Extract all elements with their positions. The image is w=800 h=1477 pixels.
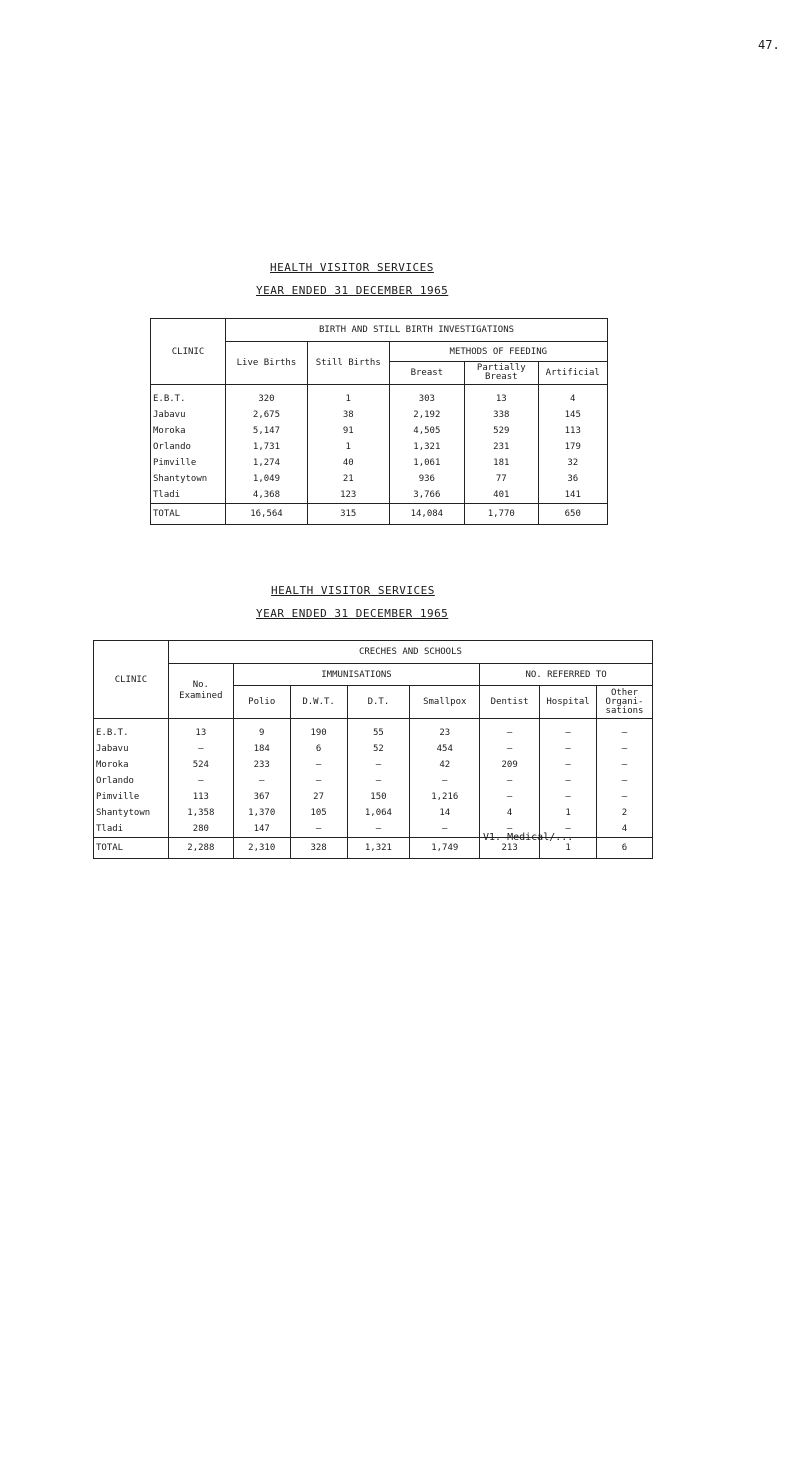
cell-partially-breast: 401 [465,487,538,504]
header-birth-investigations: BIRTH AND STILL BIRTH INVESTIGATIONS [226,319,608,342]
header-other-organisations: Other Organi- sations [597,686,653,719]
cell-smallpox: 23 [410,719,480,742]
cell-still-births: 1 [307,385,389,408]
cell-artificial: 32 [538,455,607,471]
header-hospital: Hospital [540,686,597,719]
cell-breast: 303 [389,385,464,408]
total-row [151,504,608,525]
header-methods-of-feeding: METHODS OF FEEDING [389,342,607,362]
cell-dwt: 27 [290,789,347,805]
header-immunisations: IMMUNISATIONS [233,664,479,686]
cell-artificial: 145 [538,407,607,423]
table-row [94,719,653,742]
table-row [151,407,608,423]
cell-hospital: – [540,821,597,838]
cell-clinic: E.B.T. [94,719,169,742]
cell-clinic: Moroka [151,423,226,439]
cell-smallpox: 1,216 [410,789,480,805]
cell-polio: 233 [233,757,290,773]
header-polio: Polio [233,686,290,719]
total-polio: 2,310 [233,838,290,859]
cell-other: – [597,719,653,742]
cell-still-births: 40 [307,455,389,471]
cell-hospital: – [540,773,597,789]
cell-live-births: 1,049 [226,471,308,487]
cell-live-births: 5,147 [226,423,308,439]
total-other: 6 [597,838,653,859]
total-dt: 1,321 [347,838,410,859]
cell-partially-breast: 181 [465,455,538,471]
cell-smallpox: – [410,773,480,789]
cell-live-births: 2,675 [226,407,308,423]
header-referred-to: NO. REFERRED TO [480,664,653,686]
cell-other: 4 [597,821,653,838]
header-dentist: Dentist [480,686,540,719]
cell-partially-breast: 77 [465,471,538,487]
total-label: TOTAL [94,838,169,859]
table-row [94,773,653,789]
cell-breast: 1,321 [389,439,464,455]
cell-dentist: 209 [480,757,540,773]
page-number: 47. [758,38,780,52]
cell-artificial: 179 [538,439,607,455]
cell-examined: – [168,741,233,757]
cell-smallpox: – [410,821,480,838]
header-dt: D.T. [347,686,410,719]
cell-smallpox: 454 [410,741,480,757]
total-breast: 14,084 [389,504,464,525]
cell-examined: 113 [168,789,233,805]
table1-title: HEALTH VISITOR SERVICES [270,261,434,274]
header-clinic: CLINIC [151,319,226,385]
cell-breast: 3,766 [389,487,464,504]
cell-clinic: Jabavu [94,741,169,757]
cell-other: – [597,773,653,789]
cell-dt: 150 [347,789,410,805]
header-smallpox: Smallpox [410,686,480,719]
footer-continuation: V1. Medical/... [483,832,574,843]
cell-partially-breast: 529 [465,423,538,439]
cell-dwt: 105 [290,805,347,821]
header-artificial: Artificial [538,362,607,385]
header-no-examined: No. Examined [168,664,233,719]
cell-partially-breast: 13 [465,385,538,408]
cell-clinic: Tladi [151,487,226,504]
cell-other: 2 [597,805,653,821]
cell-dentist: – [480,789,540,805]
cell-clinic: Tladi [94,821,169,838]
header-live-births: Live Births [226,342,308,385]
cell-polio: 1,370 [233,805,290,821]
cell-breast: 936 [389,471,464,487]
cell-dt: – [347,821,410,838]
total-dentist: 213 [480,838,540,859]
cell-dentist: 4 [480,805,540,821]
cell-clinic: Orlando [151,439,226,455]
cell-dt: 52 [347,741,410,757]
cell-dt: – [347,757,410,773]
cell-still-births: 123 [307,487,389,504]
cell-dentist: – [480,719,540,742]
cell-dwt: – [290,757,347,773]
cell-breast: 4,505 [389,423,464,439]
cell-other: – [597,757,653,773]
cell-hospital: – [540,719,597,742]
cell-live-births: 320 [226,385,308,408]
table-row [151,455,608,471]
cell-examined: 1,358 [168,805,233,821]
total-live-births: 16,564 [226,504,308,525]
cell-dwt: – [290,773,347,789]
table-row [151,471,608,487]
cell-clinic: Jabavu [151,407,226,423]
cell-clinic: E.B.T. [151,385,226,408]
cell-polio: 9 [233,719,290,742]
table-row [151,385,608,408]
cell-clinic: Orlando [94,773,169,789]
cell-live-births: 1,731 [226,439,308,455]
cell-polio: – [233,773,290,789]
cell-breast: 2,192 [389,407,464,423]
cell-hospital: – [540,789,597,805]
cell-smallpox: 42 [410,757,480,773]
cell-still-births: 1 [307,439,389,455]
header-partially-breast: Partially Breast [465,362,538,385]
header-creches-schools: CRECHES AND SCHOOLS [168,641,652,664]
cell-clinic: Pimville [151,455,226,471]
cell-examined: 13 [168,719,233,742]
cell-hospital: – [540,741,597,757]
cell-hospital: – [540,757,597,773]
cell-examined: 524 [168,757,233,773]
table1-subtitle: YEAR ENDED 31 DECEMBER 1965 [256,284,449,297]
table-row [94,805,653,821]
total-examined: 2,288 [168,838,233,859]
cell-artificial: 113 [538,423,607,439]
cell-live-births: 4,368 [226,487,308,504]
cell-dentist: – [480,773,540,789]
cell-dt: 55 [347,719,410,742]
cell-dentist: – [480,821,540,838]
header-dwt: D.W.T. [290,686,347,719]
cell-dwt: 190 [290,719,347,742]
header-still-births: Still Births [307,342,389,385]
cell-partially-breast: 338 [465,407,538,423]
cell-partially-breast: 231 [465,439,538,455]
cell-clinic: Shantytown [94,805,169,821]
cell-still-births: 91 [307,423,389,439]
table-row [94,789,653,805]
cell-hospital: 1 [540,805,597,821]
cell-still-births: 21 [307,471,389,487]
table-row [94,757,653,773]
table-row [94,741,653,757]
total-dwt: 328 [290,838,347,859]
cell-clinic: Shantytown [151,471,226,487]
table2-subtitle: YEAR ENDED 31 DECEMBER 1965 [256,607,449,620]
cell-other: – [597,789,653,805]
cell-polio: 184 [233,741,290,757]
table-row [151,423,608,439]
cell-artificial: 4 [538,385,607,408]
cell-clinic: Moroka [94,757,169,773]
cell-artificial: 141 [538,487,607,504]
cell-still-births: 38 [307,407,389,423]
table-row [151,487,608,504]
cell-dwt: – [290,821,347,838]
creches-schools-table [93,640,653,859]
cell-dt: 1,064 [347,805,410,821]
cell-other: – [597,741,653,757]
cell-dwt: 6 [290,741,347,757]
cell-examined: 280 [168,821,233,838]
cell-artificial: 36 [538,471,607,487]
cell-dentist: – [480,741,540,757]
total-smallpox: 1,749 [410,838,480,859]
total-hospital: 1 [540,838,597,859]
cell-clinic: Pimville [94,789,169,805]
header-breast: Breast [389,362,464,385]
cell-live-births: 1,274 [226,455,308,471]
cell-dt: – [347,773,410,789]
cell-examined: – [168,773,233,789]
cell-smallpox: 14 [410,805,480,821]
table-row [151,439,608,455]
total-partially-breast: 1,770 [465,504,538,525]
total-still-births: 315 [307,504,389,525]
total-artificial: 650 [538,504,607,525]
birth-investigations-table [150,318,608,525]
total-label: TOTAL [151,504,226,525]
cell-polio: 147 [233,821,290,838]
header-clinic: CLINIC [94,641,169,719]
table2-title: HEALTH VISITOR SERVICES [271,584,435,597]
cell-polio: 367 [233,789,290,805]
cell-breast: 1,061 [389,455,464,471]
